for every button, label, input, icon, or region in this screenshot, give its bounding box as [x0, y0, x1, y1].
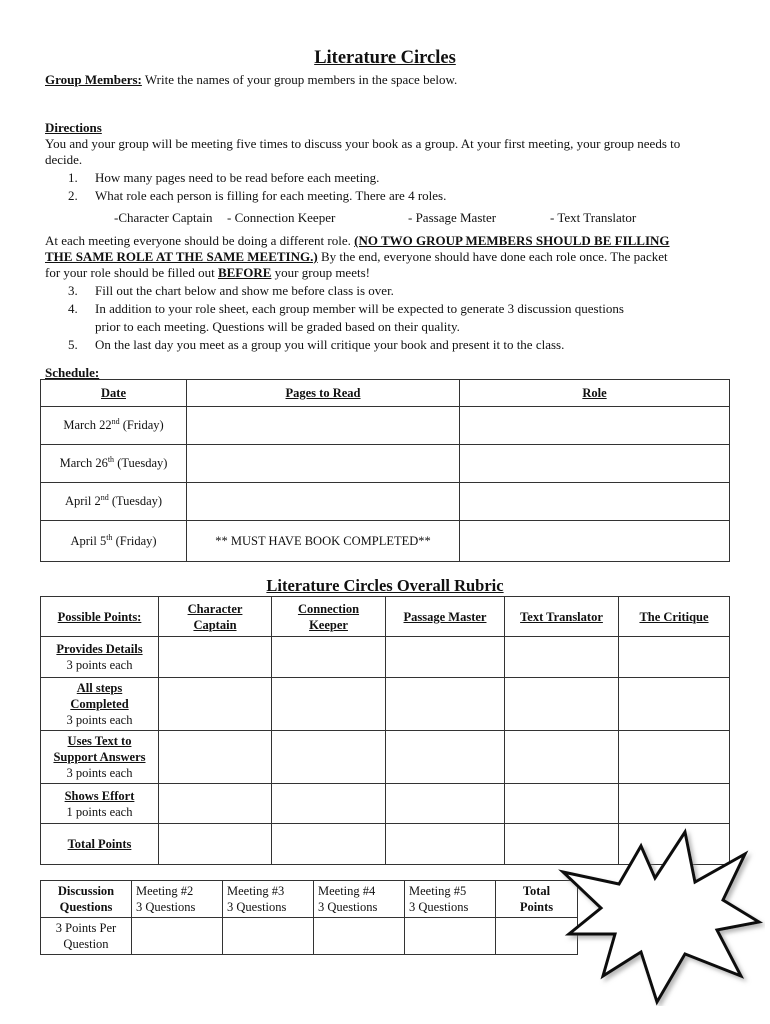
- schedule-header-role: Role: [460, 380, 730, 407]
- rubric-cell[interactable]: [272, 637, 386, 678]
- rubric-cell[interactable]: [159, 637, 272, 678]
- meeting-5-header: Meeting #5 3 Questions: [405, 881, 496, 918]
- direction-item-4-cont: prior to each meeting. Questions will be graded based on their quality.: [95, 319, 460, 334]
- schedule-role-cell[interactable]: [460, 521, 730, 562]
- table-row: [41, 483, 730, 521]
- direction-item-4: 4. In addition to your role sheet, each group member will be expected to generate 3 discussion questions: [68, 301, 624, 316]
- schedule-role-cell[interactable]: [460, 483, 730, 521]
- role-character-captain: -Character Captain: [114, 210, 213, 225]
- rubric-cell[interactable]: [619, 784, 730, 824]
- meeting-3-header: Meeting #3 3 Questions: [223, 881, 314, 918]
- group-members-label: Group Members:: [45, 72, 142, 87]
- schedule-pages-cell[interactable]: [187, 445, 460, 483]
- directions-intro-1: You and your group will be meeting five times to discuss your book as a group. At your first meeting, your group needs to: [45, 136, 681, 151]
- schedule-pages-cell[interactable]: ** MUST HAVE BOOK COMPLETED**: [187, 521, 460, 562]
- table-row: [41, 521, 730, 562]
- schedule-date: April 5th (Friday): [41, 521, 187, 562]
- rubric-cell[interactable]: [272, 784, 386, 824]
- direction-item-1: 1. How many pages need to be read before each meeting.: [68, 170, 380, 185]
- table-row: [41, 445, 730, 483]
- rubric-header-possible: Possible Points:: [41, 597, 159, 637]
- discussion-cell[interactable]: [132, 918, 223, 955]
- directions-para-1: At each meeting everyone should be doing a different role. (NO TWO GROUP MEMBERS SHOULD BE FILLING: [45, 233, 670, 248]
- rubric-cell[interactable]: [505, 678, 619, 731]
- page-title: Literature Circles: [314, 48, 456, 68]
- table-row: [41, 731, 730, 784]
- starburst-icon: [545, 826, 765, 1006]
- schedule-pages-cell[interactable]: [187, 483, 460, 521]
- rubric-header-passage-master: Passage Master: [386, 597, 505, 637]
- rubric-cell[interactable]: [386, 784, 505, 824]
- table-row: [41, 407, 730, 445]
- discussion-cell[interactable]: [405, 918, 496, 955]
- directions-para-2: THE SAME ROLE AT THE SAME MEETING.) By the end, everyone should have done each role once. The packet: [45, 249, 668, 264]
- directions-intro-2: decide.: [45, 152, 83, 167]
- direction-item-2: 2. What role each person is filling for each meeting. There are 4 roles.: [68, 188, 447, 203]
- schedule-header-date: Date: [41, 380, 187, 407]
- table-row: [41, 637, 730, 678]
- rubric-title: Literature Circles Overall Rubric: [266, 576, 504, 595]
- rubric-row-label: Total Points: [41, 824, 159, 865]
- rubric-cell[interactable]: [272, 824, 386, 865]
- discussion-table: [40, 880, 578, 955]
- rubric-row-label: Shows Effort 1 points each: [41, 784, 159, 824]
- rubric-header-character-captain: Character Captain: [159, 597, 272, 637]
- rubric-cell[interactable]: [505, 784, 619, 824]
- rubric-cell[interactable]: [619, 637, 730, 678]
- schedule-table: [40, 379, 730, 562]
- role-passage-master: - Passage Master: [408, 210, 497, 225]
- group-members-text: Write the names of your group members in the space below.: [144, 72, 458, 87]
- group-members-line: [45, 72, 457, 88]
- rubric-cell[interactable]: [505, 731, 619, 784]
- points-per-question: 3 Points Per Question: [41, 918, 132, 955]
- rubric-cell[interactable]: [386, 678, 505, 731]
- rubric-table: [40, 596, 730, 865]
- direction-item-5: 5. On the last day you meet as a group you will critique your book and present it to the class.: [68, 337, 565, 352]
- rubric-cell[interactable]: [619, 731, 730, 784]
- rubric-cell[interactable]: [386, 824, 505, 865]
- schedule-role-cell[interactable]: [460, 445, 730, 483]
- table-row: [41, 678, 730, 731]
- schedule-role-cell[interactable]: [460, 407, 730, 445]
- rubric-header-critique: The Critique: [619, 597, 730, 637]
- rubric-cell[interactable]: [272, 678, 386, 731]
- rubric-cell[interactable]: [159, 678, 272, 731]
- schedule-date: April 2nd (Tuesday): [41, 483, 187, 521]
- table-row: [41, 784, 730, 824]
- schedule-date: March 26th (Tuesday): [41, 445, 187, 483]
- direction-item-3: 3. Fill out the chart below and show me before class is over.: [68, 283, 394, 298]
- rubric-cell[interactable]: [386, 731, 505, 784]
- role-text-translator: - Text Translator: [550, 210, 637, 225]
- schedule-label: Schedule:: [45, 365, 100, 380]
- discussion-cell[interactable]: [314, 918, 405, 955]
- directions-heading: Directions: [45, 120, 102, 135]
- rubric-header-connection-keeper: Connection Keeper: [272, 597, 386, 637]
- role-connection-keeper: - Connection Keeper: [227, 210, 336, 225]
- rubric-cell[interactable]: [159, 731, 272, 784]
- rubric-row-label: Provides Details 3 points each: [41, 637, 159, 678]
- rubric-cell[interactable]: [619, 678, 730, 731]
- rubric-cell[interactable]: [159, 824, 272, 865]
- table-row: [41, 918, 578, 955]
- meeting-4-header: Meeting #4 3 Questions: [314, 881, 405, 918]
- schedule-header-pages: Pages to Read: [187, 380, 460, 407]
- rubric-cell[interactable]: [159, 784, 272, 824]
- schedule-pages-cell[interactable]: [187, 407, 460, 445]
- rubric-cell[interactable]: [386, 637, 505, 678]
- discussion-label: Discussion Questions: [41, 881, 132, 918]
- rubric-header-text-translator: Text Translator: [505, 597, 619, 637]
- rubric-row-label: Uses Text to Support Answers 3 points each: [41, 731, 159, 784]
- rubric-cell[interactable]: [272, 731, 386, 784]
- total-points-header: Total Points: [496, 881, 578, 918]
- directions-para-3: for your role should be filled out BEFORE your group meets!: [45, 265, 370, 280]
- rubric-cell[interactable]: [505, 637, 619, 678]
- meeting-2-header: Meeting #2 3 Questions: [132, 881, 223, 918]
- schedule-date: March 22nd (Friday): [41, 407, 187, 445]
- discussion-cell[interactable]: [223, 918, 314, 955]
- rubric-row-label: All steps Completed 3 points each: [41, 678, 159, 731]
